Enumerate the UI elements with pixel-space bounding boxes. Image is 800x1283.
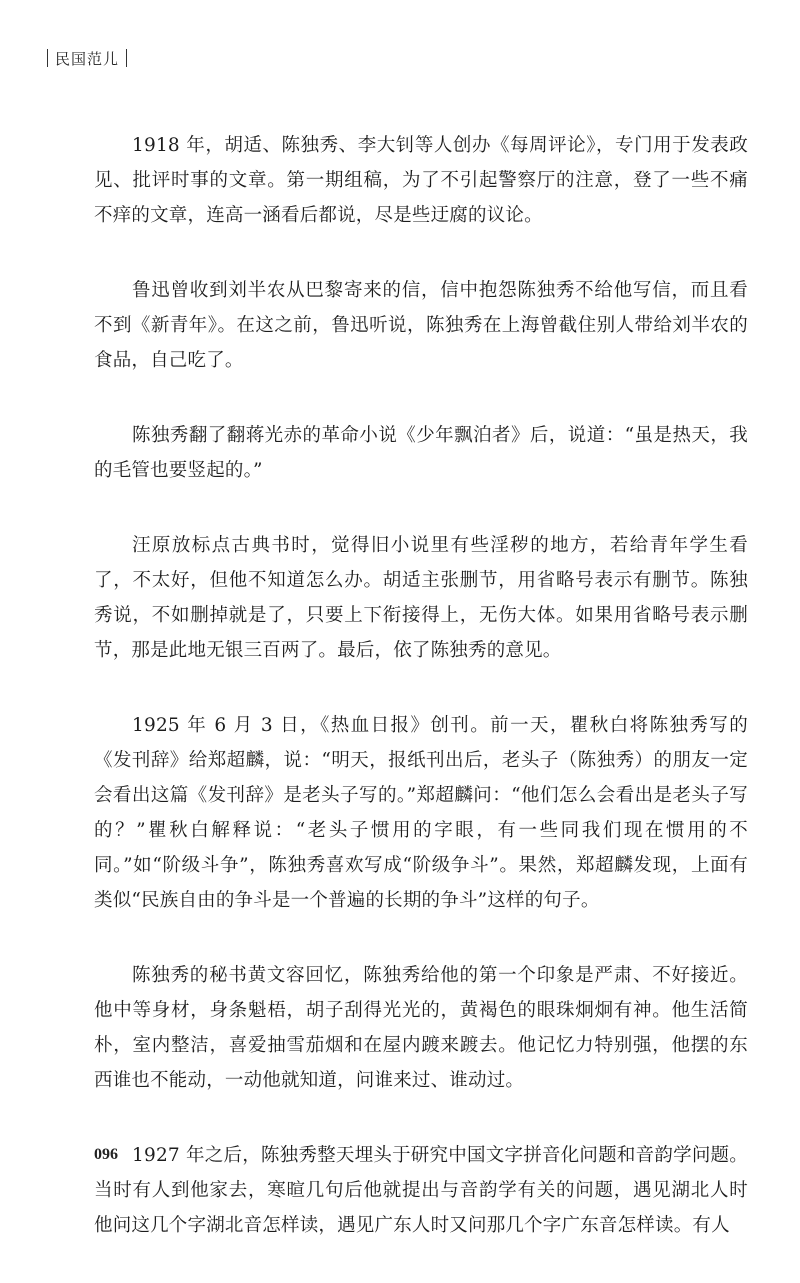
paragraph-5: 1925 年 6 月 3 日，《热血日报》创刊。前一天，瞿秋白将陈独秀写的《发刊辞》给郑超麟，说：“明天，报纸刊出后，老头子（陈独秀）的朋友一定会看出这篇《发刊辞》是老头子写的。”郑超麟问：“他们怎么会看出是老头子写的？”瞿秋白解释说：“老头子惯用的字眼，有一些同我们现在惯用的不同。”如“阶级斗争”，陈独秀喜欢写成“阶级争斗”。果然，郑超麟发现，上面有类似“民族自由的争斗是一个普遍的长期的争斗”这样的句子。 bbox=[94, 715, 748, 911]
book-title: 民国范儿 bbox=[55, 49, 120, 68]
header-right-rule bbox=[126, 49, 127, 67]
paragraph-7: 1927 年之后，陈独秀整天埋头于研究中国文字拼音化问题和音韵学问题。当时有人到他家去，寒暄几句后他就提出与音韵学有关的问题，遇见湖北人时他问这几个字湖北音怎样读，遇见广东人时又问那几个字广东音怎样读。有人 bbox=[94, 1145, 748, 1236]
paragraph-2: 鲁迅曾收到刘半农从巴黎寄来的信，信中抱怨陈独秀不给他写信，而且看不到《新青年》。在这之前，鲁迅听说，陈独秀在上海曾截住别人带给刘半农的食品，自己吃了。 bbox=[94, 280, 748, 371]
body-text bbox=[94, 128, 748, 1283]
paragraph-1: 1918 年，胡适、陈独秀、李大钊等人创办《每周评论》，专门用于发表政见、批评时事的文章。第一期组稿，为了不引起警察厅的注意，登了一些不痛不痒的文章，连高一涵看后都说，尽是些迂腐的议论。 bbox=[94, 135, 748, 226]
paragraph-4: 汪原放标点古典书时，觉得旧小说里有些淫秽的地方，若给青年学生看了，不太好，但他不知道怎么办。胡适主张删节，用省略号表示有删节。陈独秀说，不如删掉就是了，只要上下衔接得上，无伤大体。如果用省略号表示删节，那是此地无银三百两了。最后，依了陈独秀的意见。 bbox=[94, 535, 748, 661]
header-left-rule bbox=[47, 49, 48, 67]
running-header bbox=[47, 46, 127, 70]
page-number: 096 bbox=[94, 1146, 118, 1163]
paragraph-6: 陈独秀的秘书黄文容回忆，陈独秀给他的第一个印象是严肃、不好接近。他中等身材，身条魁梧，胡子刮得光光的，黄褐色的眼珠炯炯有神。他生活简朴，室内整洁，喜爱抽雪茄烟和在屋内踱来踱去。他记忆力特别强，他摆的东西谁也不能动，一动他就知道，问谁来过、谁动过。 bbox=[94, 965, 748, 1091]
paragraph-3: 陈独秀翻了翻蒋光赤的革命小说《少年飘泊者》后，说道：“虽是热天，我的毛管也要竖起的。” bbox=[94, 425, 748, 481]
